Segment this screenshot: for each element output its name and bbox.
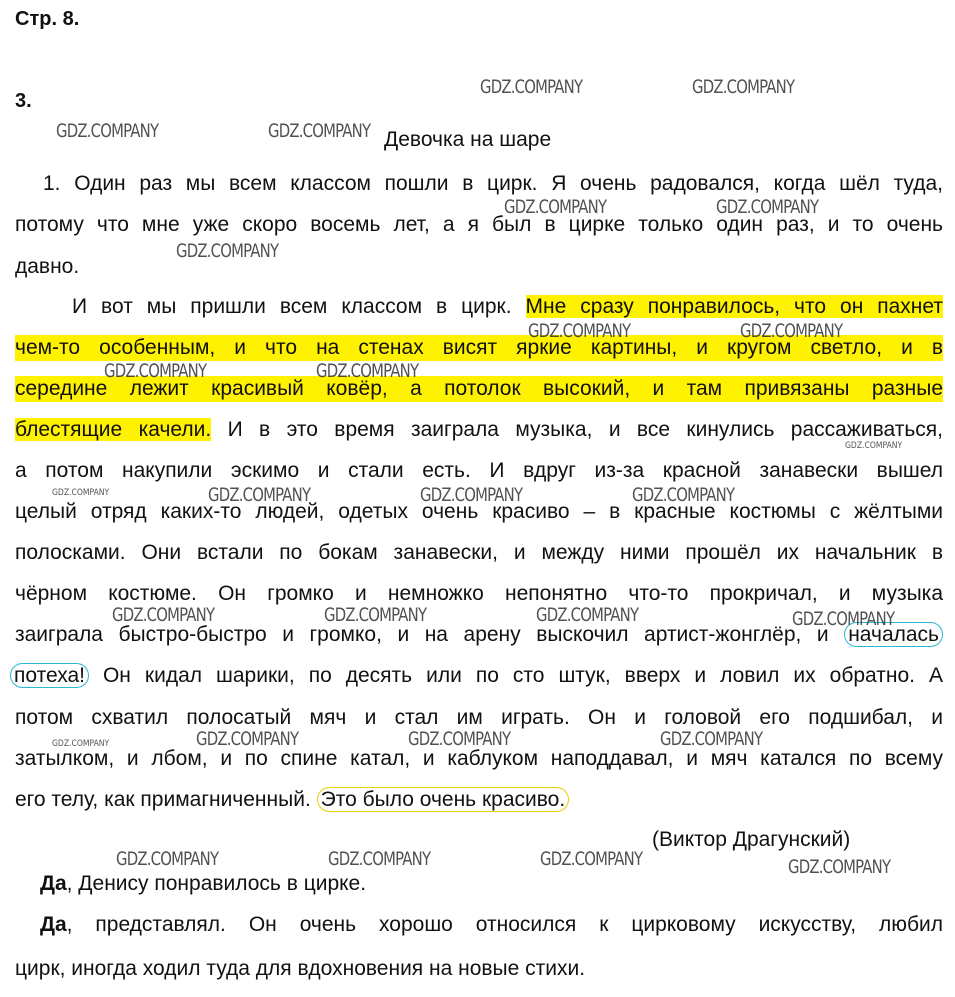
watermark: GDZ.COMPANY (176, 240, 279, 262)
highlighted-text: середине лежит красивый ковёр, а потолок высокий, и там привязаны разные (15, 377, 943, 400)
watermark: GDZ.COMPANY (480, 76, 583, 98)
watermark: GDZ.COMPANY (52, 739, 110, 749)
watermark: GDZ.COMPANY (660, 728, 763, 750)
author-credit: (Виктор Драгунский) (652, 828, 851, 851)
watermark: GDZ.COMPANY (528, 320, 631, 342)
story-line: целый отряд каких-то людей, одетых очень красиво – в красные костюмы с жёлтыми (15, 500, 943, 523)
circled-text: потеха! (10, 663, 89, 688)
story-line: потом схватил полосатый мяч и стал им играть. Он и головой его подшибал, и (15, 706, 943, 729)
watermark: GDZ.COMPANY (716, 196, 819, 218)
highlighted-text: блестящие качели. (15, 418, 212, 441)
story-line: полосками. Они встали по бокам занавески, и между ними прошёл их начальник в (15, 541, 943, 564)
watermark: GDZ.COMPANY (104, 360, 207, 382)
watermark: GDZ.COMPANY (268, 120, 371, 142)
watermark: GDZ.COMPANY (540, 848, 643, 870)
story-line: его телу, как примагниченный. Это было очень красиво. (15, 787, 943, 813)
watermark: GDZ.COMPANY (56, 120, 159, 142)
watermark: GDZ.COMPANY (692, 76, 795, 98)
story-title: Девочка на шаре (384, 128, 552, 151)
watermark: GDZ.COMPANY (792, 608, 895, 630)
watermark: GDZ.COMPANY (196, 728, 299, 750)
watermark: GDZ.COMPANY (536, 604, 639, 626)
story-line: а потом накупили эскимо и стали есть. И вдруг из-за красной занавески вышел (15, 459, 943, 482)
story-line: чёрном костюме. Он громко и немножко непонятно что-то прокричал, и музыка (15, 582, 943, 605)
story-line: затылком, и лбом, и по спине катал, и каблуком наподдавал, и мяч катался по всему (15, 747, 943, 770)
highlighted-text: Мне сразу понравилось, что он пахнет (525, 295, 943, 318)
watermark: GDZ.COMPANY (316, 360, 419, 382)
circled-text: началась (844, 622, 943, 647)
answer-1: Да, Денису понравилось в цирке. (40, 872, 367, 895)
highlighted-text: чем-то особенным, и что на стенах висят яркие картины, и кругом светло, и в (15, 336, 943, 359)
watermark: GDZ.COMPANY (208, 484, 311, 506)
story-line: И вот мы пришли всем классом в цирк. Мне сразу понравилось, что он пахнет (72, 295, 943, 318)
story-line: блестящие качели. И в это время заиграла музыка, и все кинулись рассаживаться, (15, 418, 943, 441)
watermark: GDZ.COMPANY (740, 320, 843, 342)
story-line: давно. (15, 255, 80, 278)
watermark: GDZ.COMPANY (420, 484, 523, 506)
answer-2: Да, представлял. Он очень хорошо относился к цирковому искусству, любил (40, 913, 943, 936)
watermark: GDZ.COMPANY (324, 604, 427, 626)
watermark: GDZ.COMPANY (328, 848, 431, 870)
watermark: GDZ.COMPANY (116, 848, 219, 870)
answer-2-continued: цирк, иногда ходил туда для вдохновения на новые стихи. (15, 957, 586, 980)
page-label: Стр. 8. (15, 8, 80, 30)
watermark: GDZ.COMPANY (845, 441, 903, 451)
watermark: GDZ.COMPANY (408, 728, 511, 750)
story-line: потеха! Он кидал шарики, по десять или по сто штук, вверх и ловил их обратно. А (10, 663, 943, 689)
watermark: GDZ.COMPANY (52, 488, 110, 498)
story-line: 1. Один раз мы всем классом пошли в цирк. Я очень радовался, когда шёл туда, (43, 172, 943, 195)
watermark: GDZ.COMPANY (788, 856, 891, 878)
watermark: GDZ.COMPANY (632, 484, 735, 506)
watermark: GDZ.COMPANY (112, 604, 215, 626)
task-number: 3. (15, 90, 32, 112)
watermark: GDZ.COMPANY (504, 196, 607, 218)
story-line: заиграла быстро-быстро и громко, и на арену выскочил артист-жонглёр, и началась (15, 622, 943, 648)
circled-text: Это было очень красиво. (317, 787, 570, 812)
story-line: потому что мне уже скоро восемь лет, а я был в цирке только один раз, и то очень (15, 213, 943, 236)
